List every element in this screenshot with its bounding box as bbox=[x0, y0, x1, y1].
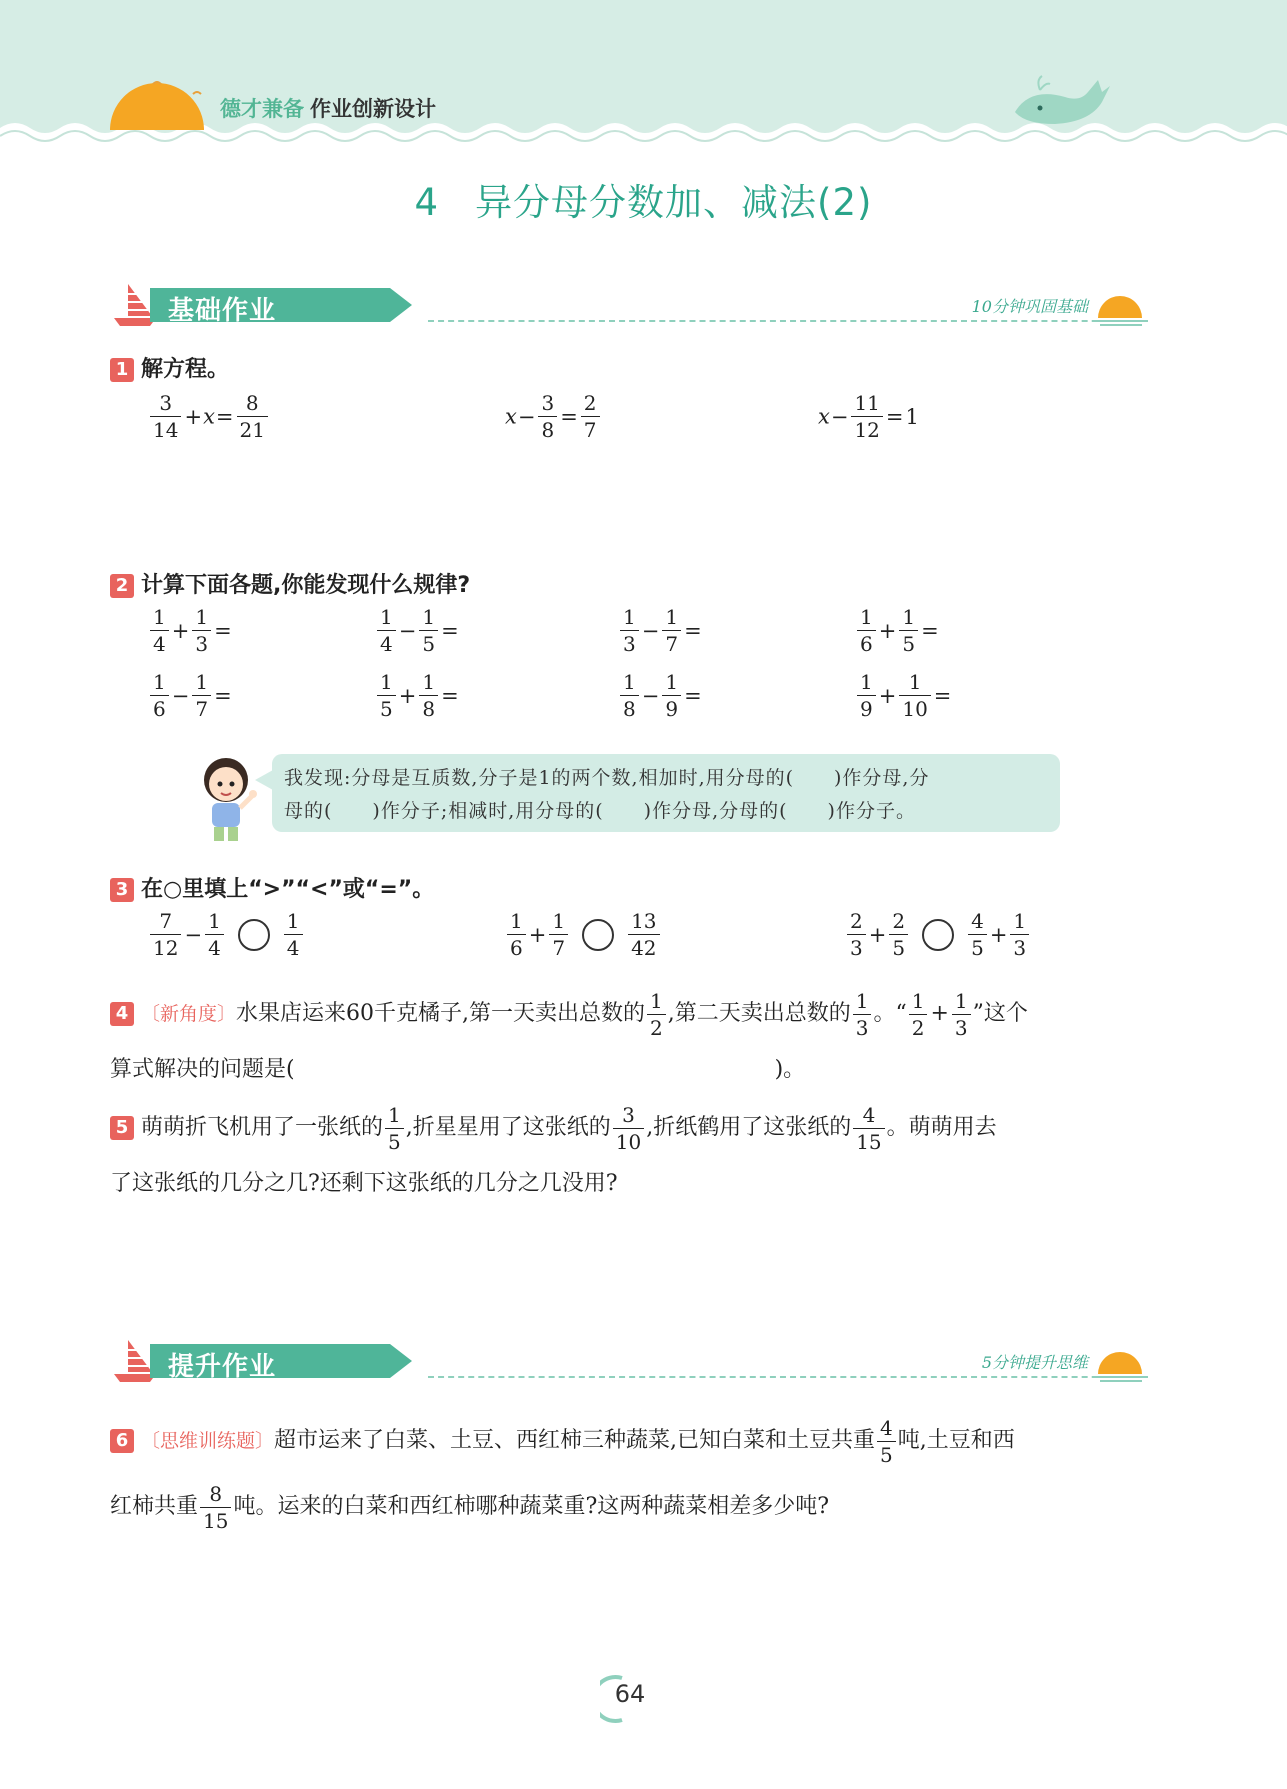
sun-icon bbox=[105, 78, 210, 133]
brand-title bbox=[220, 93, 436, 123]
discovery-text bbox=[284, 762, 1054, 828]
lesson-number: 4 bbox=[414, 181, 440, 224]
q2-item-3: $\frac{1}{3}$ − $\frac{1}{7}$ = bbox=[618, 604, 703, 657]
q2-item-5: $\frac{1}{6}$ − $\frac{1}{7}$ = bbox=[148, 669, 233, 722]
page-title bbox=[0, 172, 1287, 226]
section-time-note: 5分钟提升思维 bbox=[981, 1353, 1088, 1372]
section-advanced-header bbox=[110, 1336, 1150, 1388]
small-sun-icon bbox=[1092, 1344, 1150, 1384]
brand-colored: 德才兼备 bbox=[220, 97, 304, 121]
q3-header bbox=[110, 872, 434, 903]
fraction: $\frac{8}{21}$ bbox=[237, 390, 268, 443]
q3-text: 在○里填上“>”“<”或“=”。 bbox=[141, 877, 435, 902]
small-sun-icon bbox=[1092, 288, 1150, 328]
q5-paragraph: 5 萌萌折飞机用了一张纸的 $\frac{1}{5}$ ,折星星用了这张纸的 $\frac{3}{10}$ ,折纸鹤用了这张纸的 $\frac{4}{15}$ 。萌萌用去 了这张纸的几分之几?还剩下这张纸的几分之几没用? bbox=[110, 1102, 997, 1196]
q2-text: 计算下面各题,你能发现什么规律? bbox=[141, 573, 471, 598]
bubble-line-2: 母的( )作分子;相减时,用分母的( )作分母,分母的( )作分子。 bbox=[284, 800, 916, 822]
q5-number: 5 bbox=[110, 1116, 134, 1140]
q3-item-1: $\frac{7}{12}$ − $\frac{1}{4}$ $\frac{1}{4}$ bbox=[148, 908, 305, 961]
q2-item-7: $\frac{1}{8}$ − $\frac{1}{9}$ = bbox=[618, 669, 703, 722]
girl-illustration bbox=[190, 748, 270, 848]
brand-plain: 作业创新设计 bbox=[310, 97, 436, 121]
section-label: 提升作业 bbox=[168, 1352, 277, 1382]
q2-number: 2 bbox=[110, 574, 134, 598]
q4-tag: 〔新角度〕 bbox=[141, 1003, 237, 1025]
whale-icon bbox=[1010, 72, 1110, 132]
q1-header bbox=[110, 352, 229, 383]
q2-header bbox=[110, 568, 470, 599]
q2-item-8: $\frac{1}{9}$ + $\frac{1}{10}$ = bbox=[855, 669, 952, 722]
bubble-line-1: 我发现:分母是互质数,分子是1的两个数,相加时,用分母的( )作分母,分 bbox=[284, 767, 930, 789]
bubble-tail bbox=[255, 770, 273, 790]
q2-item-2: $\frac{1}{4}$ − $\frac{1}{5}$ = bbox=[375, 604, 460, 657]
fraction: $\frac{2}{7}$ bbox=[581, 390, 600, 443]
q6-number: 6 bbox=[110, 1429, 134, 1453]
q3-item-2: $\frac{1}{6}$ + $\frac{1}{7}$ $\frac{13}{42}$ bbox=[505, 908, 662, 961]
q1-equation-2: x− $\frac{3}{8}$ = $\frac{2}{7}$ bbox=[505, 390, 602, 443]
compare-circle[interactable] bbox=[922, 919, 954, 951]
q1-equation-1: $\frac{3}{14}$ +x= $\frac{8}{21}$ bbox=[148, 390, 270, 443]
q3-item-3: $\frac{2}{3}$ + $\frac{2}{5}$ $\frac{4}{5}$ + $\frac{1}{3}$ bbox=[845, 908, 1031, 961]
section-divider bbox=[428, 1376, 1148, 1378]
q1-number: 1 bbox=[110, 358, 134, 382]
page-number: 64 bbox=[614, 1680, 646, 1708]
section-label: 基础作业 bbox=[168, 296, 277, 326]
compare-circle[interactable] bbox=[582, 919, 614, 951]
q1-text: 解方程。 bbox=[141, 357, 230, 382]
q2-item-4: $\frac{1}{6}$ + $\frac{1}{5}$ = bbox=[855, 604, 940, 657]
lesson-title: 异分母分数加、减法(2) bbox=[475, 181, 873, 224]
q6-paragraph: 6 〔思维训练题〕超市运来了白菜、土豆、西红柿三种蔬菜,已知白菜和土豆共重 $\frac{4}{5}$ 吨,土豆和西 红柿共重 $\frac{8}{15}$ 吨。运来的白菜和西红柿哪种蔬菜重?这两种蔬菜相差多少吨? bbox=[110, 1415, 1015, 1533]
section-divider bbox=[428, 320, 1148, 322]
section-basic-header bbox=[110, 280, 1150, 332]
q3-number: 3 bbox=[110, 878, 134, 902]
q4-number: 4 bbox=[110, 1002, 134, 1026]
q4-paragraph: 4 〔新角度〕水果店运来60千克橘子,第一天卖出总数的 $\frac{1}{2}$ ,第二天卖出总数的 $\frac{1}{3}$ 。“ $\frac{1}{2}$ + $\frac{1}{3}$ ”这个 算式解决的问题是( )。 bbox=[110, 988, 1028, 1082]
q2-item-1: $\frac{1}{4}$ + $\frac{1}{3}$ = bbox=[148, 604, 233, 657]
section-time-note: 10分钟巩固基础 bbox=[971, 297, 1088, 316]
fraction: $\frac{3}{8}$ bbox=[538, 390, 557, 443]
q2-item-6: $\frac{1}{5}$ + $\frac{1}{8}$ = bbox=[375, 669, 460, 722]
fraction: $\frac{11}{12}$ bbox=[851, 390, 882, 443]
q6-tag: 〔思维训练题〕 bbox=[141, 1430, 275, 1452]
compare-circle[interactable] bbox=[238, 919, 270, 951]
q1-equation-3: x− $\frac{11}{12}$ =1 bbox=[818, 391, 919, 442]
fraction: $\frac{3}{14}$ bbox=[150, 390, 181, 443]
